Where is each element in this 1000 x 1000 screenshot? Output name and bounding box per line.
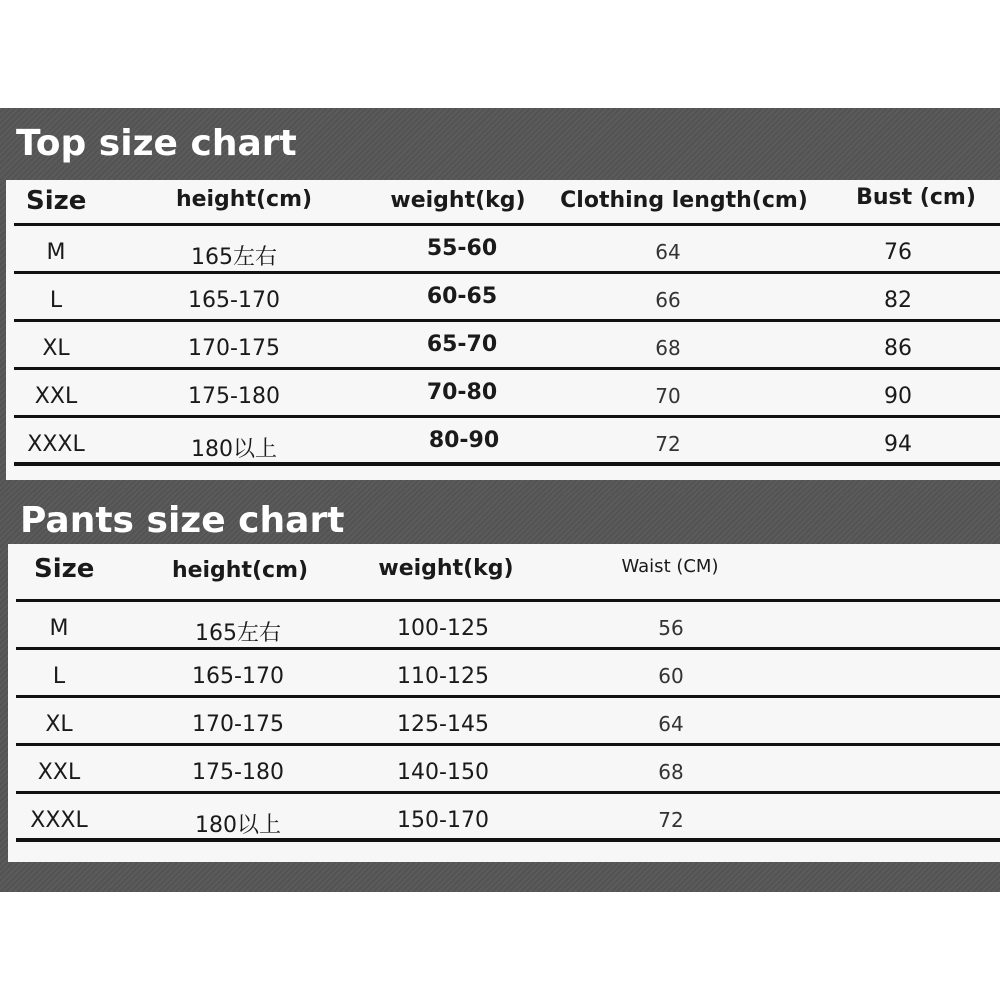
weight-cell: 100-125 <box>397 616 489 641</box>
height-cell: 175-180 <box>192 760 284 785</box>
height-cell: 165左右 <box>195 621 281 646</box>
height-cell: 175-180 <box>188 384 280 409</box>
table-row <box>6 418 1000 466</box>
height-cell: 165左右 <box>191 245 277 270</box>
table-row <box>6 226 1000 274</box>
weight-cell: 150-170 <box>397 808 489 833</box>
size-cell: XXXL <box>27 432 85 457</box>
weight-cell: 70-80 <box>426 380 498 405</box>
bust-cell: 94 <box>884 432 912 457</box>
column-header-bust: Bust (cm) <box>856 185 976 210</box>
weight-cell: 80-90 <box>428 428 500 453</box>
weight-cell: 60-65 <box>426 284 498 309</box>
table-row <box>8 794 1000 842</box>
weight-cell: 110-125 <box>397 664 489 689</box>
height-cell: 170-175 <box>192 712 284 737</box>
table-header-row <box>8 544 1000 602</box>
column-header-height: height(cm) <box>175 187 313 212</box>
waist-cell: 60 <box>658 664 684 688</box>
height-cell: 170-175 <box>188 336 280 361</box>
bust-cell: 86 <box>884 336 912 361</box>
clothing-length-cell: 70 <box>655 384 681 408</box>
top-size-table <box>6 180 1000 480</box>
top-size-chart-title: Top size chart <box>16 123 297 164</box>
waist-cell: 64 <box>658 712 684 736</box>
table-row <box>8 650 1000 698</box>
table-row <box>6 370 1000 418</box>
table-row <box>6 322 1000 370</box>
clothing-length-cell: 72 <box>655 432 681 456</box>
row-divider <box>16 838 1000 842</box>
height-cell: 165-170 <box>188 288 280 313</box>
column-header-size: Size <box>34 554 95 584</box>
table-row <box>8 746 1000 794</box>
pants-size-table <box>8 544 1000 862</box>
size-cell: XL <box>45 712 73 737</box>
bust-cell: 76 <box>884 240 912 265</box>
bust-cell: 82 <box>884 288 912 313</box>
table-row <box>8 602 1000 650</box>
weight-cell: 125-145 <box>397 712 489 737</box>
size-cell: L <box>52 664 66 689</box>
column-header-size: Size <box>26 186 87 216</box>
size-cell: L <box>49 288 63 313</box>
height-cell: 180以上 <box>195 813 281 838</box>
clothing-length-cell: 66 <box>655 288 681 312</box>
bust-cell: 90 <box>884 384 912 409</box>
pants-size-chart-section <box>0 492 1000 892</box>
height-cell: 180以上 <box>191 437 277 462</box>
size-cell: XXXL <box>30 808 88 833</box>
size-cell: XXL <box>34 384 78 409</box>
column-header-weight: weight(kg) <box>378 556 514 581</box>
height-cell: 165-170 <box>192 664 284 689</box>
waist-cell: 68 <box>658 760 684 784</box>
size-cell: XXL <box>37 760 81 785</box>
column-header-waist: Waist (CM) <box>621 556 719 577</box>
waist-cell: 56 <box>658 616 684 640</box>
size-cell: M <box>46 240 66 265</box>
table-row <box>8 698 1000 746</box>
table-header-row <box>6 180 1000 226</box>
weight-cell: 140-150 <box>397 760 489 785</box>
waist-cell: 72 <box>658 808 684 832</box>
column-header-clothing-length: Clothing length(cm) <box>560 188 808 213</box>
clothing-length-cell: 64 <box>655 240 681 264</box>
size-cell: M <box>49 616 69 641</box>
column-header-weight: weight(kg) <box>390 188 526 213</box>
weight-cell: 65-70 <box>426 332 498 357</box>
row-divider <box>14 462 1000 466</box>
clothing-length-cell: 68 <box>655 336 681 360</box>
top-size-chart-section <box>0 108 1000 492</box>
size-cell: XL <box>42 336 70 361</box>
column-header-height: height(cm) <box>171 558 309 583</box>
table-row <box>6 274 1000 322</box>
weight-cell: 55-60 <box>426 236 498 261</box>
pants-size-chart-title: Pants size chart <box>20 500 345 541</box>
